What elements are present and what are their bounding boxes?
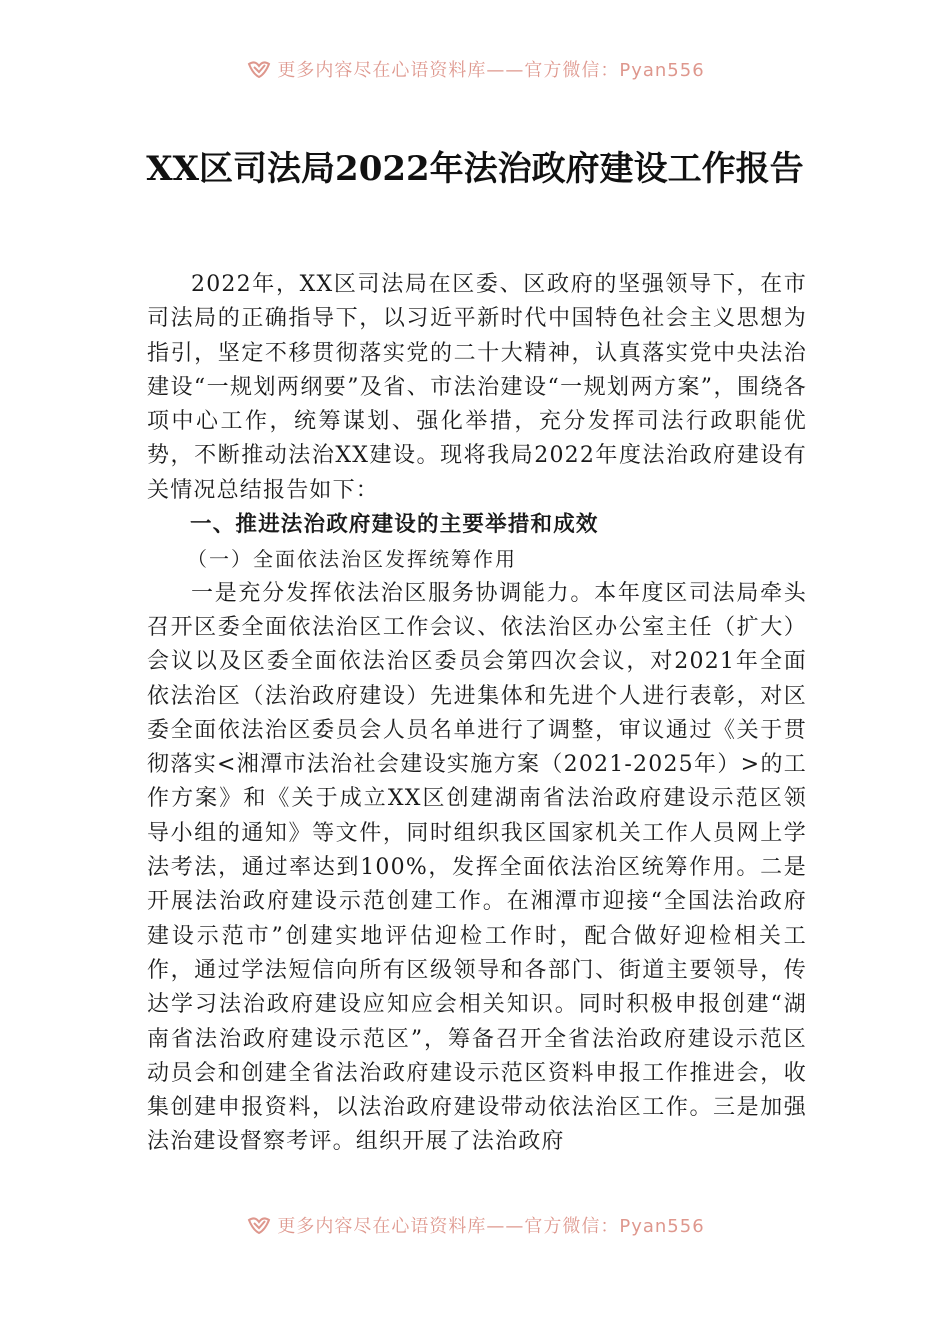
watermark-text: 更多内容尽在心语资料库——官方微信：Pyan556 [277,1216,705,1237]
document-title: XX区司法局2022年法治政府建设工作报告 [146,149,804,189]
watermark-logo-icon [245,1214,273,1236]
subsection-heading-1: （一）全面依法治区发挥统筹作用 [187,547,517,572]
body-paragraph-1: 一是充分发挥依法治区服务协调能力。本年度区司法局牵头召开区委全面依法治区工作会议、依法治区办公室主任（扩大）会议以及区委全面依法治区委员会第四次会议，对2021年全面依法治区（法治政府建设）先进集体和先进个人进行表彰，对区委全面依法治区委员会人员名单进行了调整，审议通过《关于贯彻落实<湘潭市法治社会建设实施方案（2021-2025年）>的工作方案》和《关于成立XX区创建湖南省法治政府建设示范区领导小组的通知》等文件，同时组织我区国家机关工作人员网上学法考法，通过率达到100%，发挥全面依法治区统筹作用。二是开展法治政府建设示范创建工作。在湘潭市迎接“全国法治政府建设示范市”创建实地评估迎检工作时，配合做好迎检相关工作，通过学法短信向所有区级领导和各部门、街道主要领导，传达学习法治政府建设应知应会相关知识。同时积极申报创建“湖南省法治政府建设示范区”，筹备召开全省法治政府建设示范区动员会和创建全省法治政府建设示范区资料申报工作推进会，收集创建申报资料，以法治政府建设带动依法治区工作。三是加强法治建设督察考评。组织开展了法治政府 [147,580,807,1155]
watermark-footer [0,1210,950,1240]
watermark-text: 更多内容尽在心语资料库——官方微信：Pyan556 [277,60,705,81]
intro-paragraph: 2022年，XX区司法局在区委、区政府的坚强领导下，在市司法局的正确指导下，以习近平新时代中国特色社会主义思想为指引，坚定不移贯彻落实党的二十大精神，认真落实党中央法治建设“一规划两纲要”及省、市法治建设“一规划两方案”，围绕各项中心工作，统筹谋划、强化举措，充分发挥司法行政职能优势，不断推动法治XX建设。现将我局2022年度法治政府建设有关情况总结报告如下： [147,272,807,503]
document-body [147,268,807,1160]
section-heading-1: 一、推进法治政府建设的主要举措和成效 [190,512,599,538]
watermark-header [0,54,950,84]
watermark-logo-icon [245,58,273,80]
